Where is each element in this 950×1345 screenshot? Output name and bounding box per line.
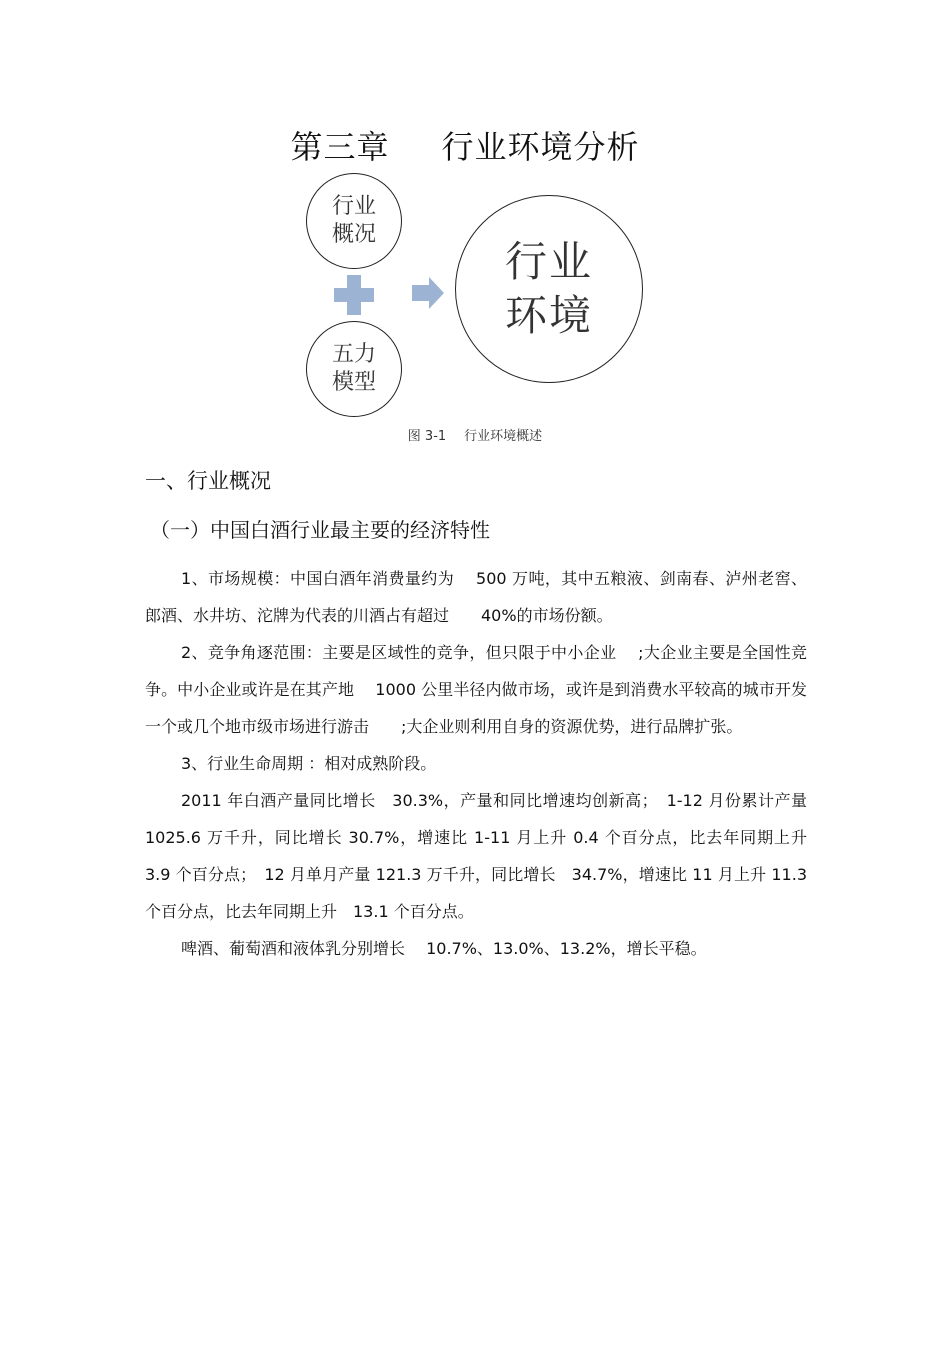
five-forces-circle	[306, 321, 402, 417]
circle-label-line: 五力	[331, 342, 376, 367]
industry-overview-circle	[306, 173, 402, 269]
paragraph-lifecycle: 3、行业生命周期 ：相对成熟阶段。	[181, 754, 437, 773]
body-text	[145, 560, 824, 967]
plus-icon	[334, 275, 374, 315]
paragraph-competition-scope: 2、竞争角逐范围：主要是区域性的竞争，但只限于中小企业 ;大企业主要是全国性竞争。中小企业或许是在其产地 1000 公里半径内做市场，或许是到消费水平较高的城市开发一个或几个地市级市场进行游击 ;大企业则利用自身的资源优势，进行品牌扩张。	[145, 643, 807, 736]
industry-environment-diagram	[300, 165, 650, 415]
paragraph-market-size: 1、市场规模：中国白酒年消费量约为 500 万吨，其中五粮液、剑南春、泸州老窖、郎酒、水井坊、沱牌为代表的川酒占有超过 40%的市场份额。	[145, 569, 807, 625]
circle-label-line: 环境	[504, 291, 593, 340]
circle-label-line: 行业	[331, 194, 376, 219]
figure-title: 行业环境概述	[464, 429, 543, 444]
chapter-name: 行业环境分析	[441, 128, 640, 166]
subsection-heading: （一）中国白酒行业最主要的经济特性	[150, 518, 490, 542]
paragraph-production-2011: 2011 年白酒产量同比增长 30.3%，产量和同比增速均创新高； 1-12 月份累计产量 1025.6 万千升，同比增长 30.7%，增速比 1-11 月上升 0.4 个百分点，比去年同期上升 3.9 个百分点； 12 月单月产量 121.3 万千升，同比增长 34.7%，增速比 11 月上升 11.3 个百分点，比去年同期上升 13.1 个百分点。	[145, 791, 824, 921]
figure-number: 图 3-1	[407, 429, 447, 444]
figure-caption	[0, 425, 950, 444]
arrow-right-icon	[412, 277, 444, 309]
circle-label-line: 概况	[331, 222, 376, 247]
circle-label-line: 模型	[331, 370, 376, 395]
chapter-number: 第三章	[290, 128, 390, 166]
chapter-title	[0, 122, 930, 168]
circle-label-line: 行业	[504, 237, 593, 286]
section-heading: 一、行业概况	[145, 469, 271, 493]
industry-environment-circle	[455, 195, 643, 383]
paragraph-other-beverages: 啤酒、葡萄酒和液体乳分别增长 10.7%、13.0%、13.2%，增长平稳。	[181, 939, 707, 958]
